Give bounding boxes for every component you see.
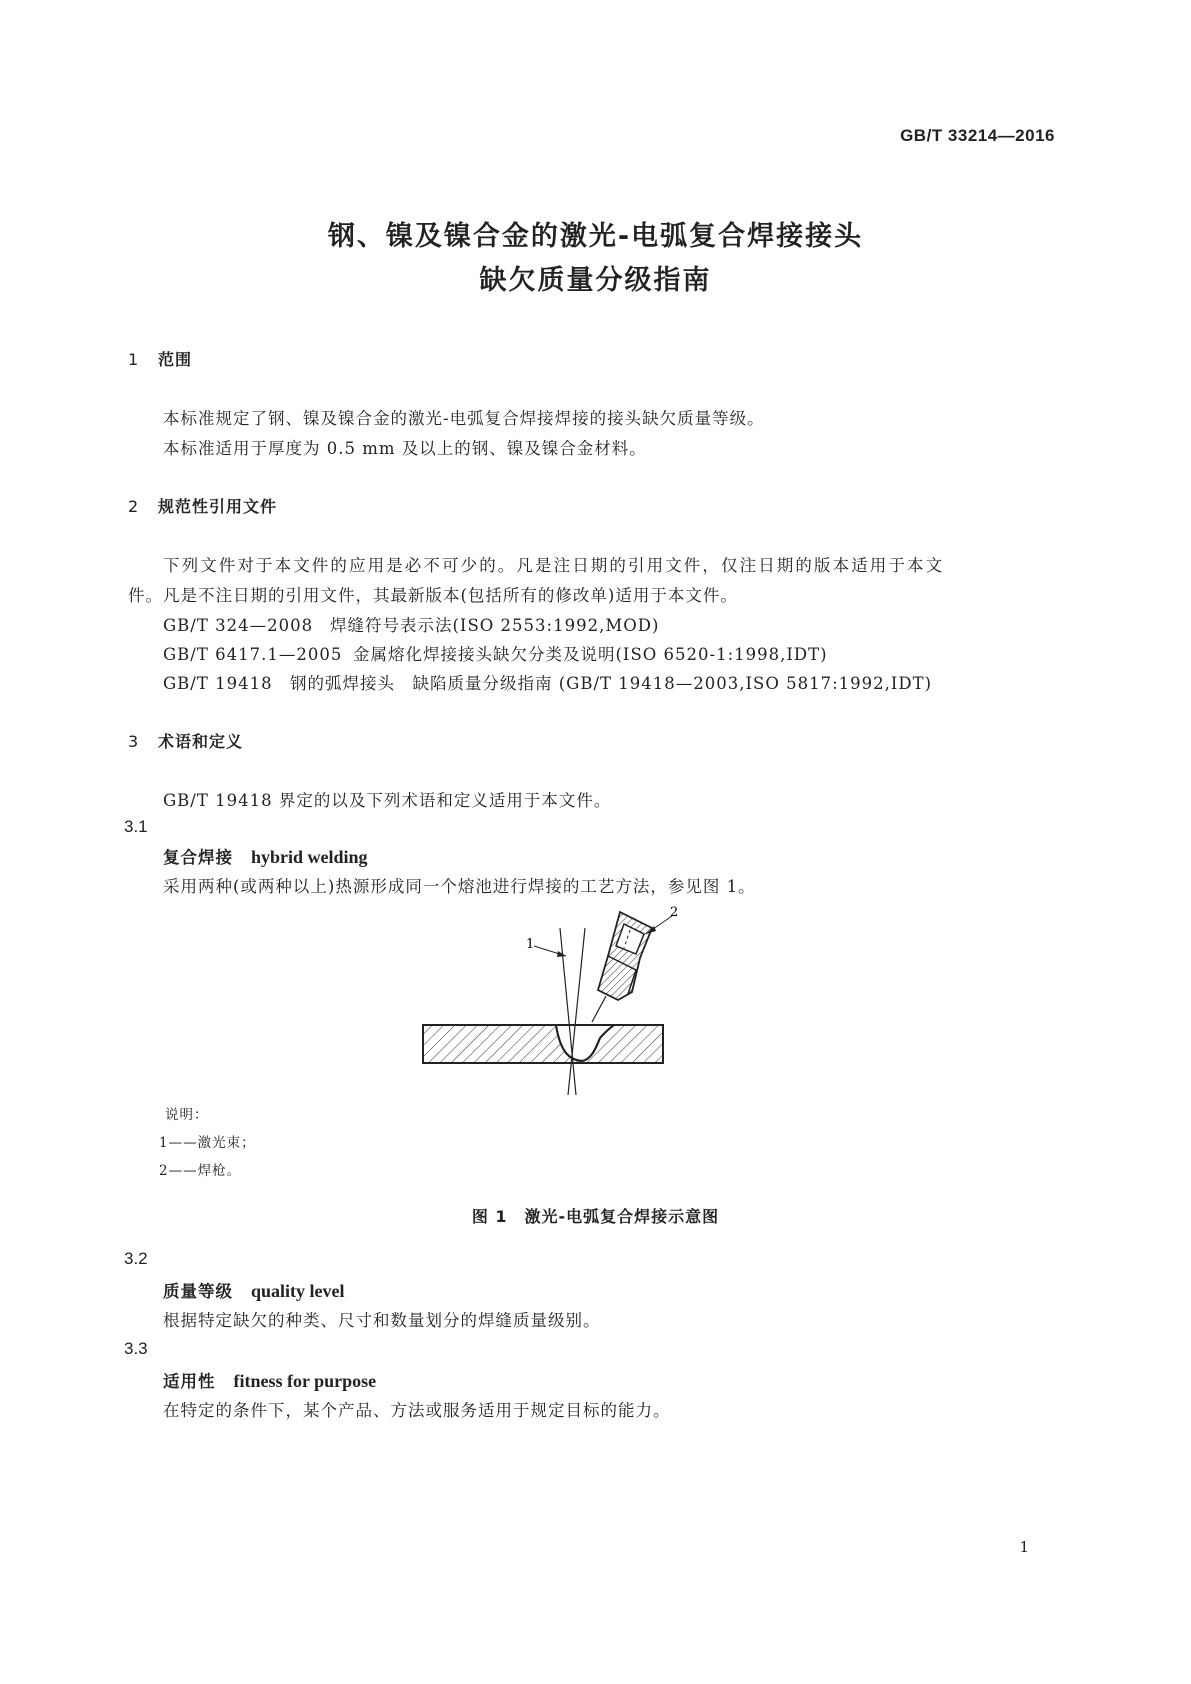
figure-legend-title: 说明： (165, 1107, 209, 1123)
term-number: 3.2 (124, 1249, 148, 1268)
term-chinese: 适用性 (163, 1372, 216, 1391)
reference-title: 金属熔化焊接接头缺欠分类及说明(ISO 6520-1:1998,IDT) (353, 645, 828, 664)
section-3-heading (128, 729, 243, 752)
laser-beam-icon (568, 928, 585, 1095)
section-1-heading (128, 347, 192, 370)
section-title: 术语和定义 (158, 732, 244, 751)
standard-code: GB/T 33214—2016 (900, 126, 1055, 145)
term-number: 3.3 (124, 1339, 148, 1358)
term-definition: 根据特定缺欠的种类、尺寸和数量划分的焊缝质量级别。 (163, 1311, 601, 1330)
reference-item (163, 612, 659, 636)
figure-label-2: 2 (670, 905, 679, 920)
section-number: 1 (128, 350, 140, 369)
figure-caption: 图 1 激光-电弧复合焊接示意图 (471, 1207, 720, 1226)
term-english: fitness for purpose (233, 1371, 377, 1391)
term-english: hybrid welding (251, 847, 368, 867)
section-2-intro: 下列文件对于本文件的应用是必不可少的。凡是注日期的引用文件，仅注日期的版本适用于本文 (163, 556, 945, 575)
section-2-heading (128, 494, 277, 517)
section-1-paragraph: 本标准适用于厚度为 0.5 mm 及以上的钢、镍及镍合金材料。 (163, 439, 647, 458)
welding-torch-icon (592, 912, 652, 1022)
section-title: 范围 (158, 350, 193, 369)
term-chinese: 质量等级 (163, 1282, 233, 1301)
reference-code: GB/T 324—2008 (163, 616, 314, 635)
section-3-intro: GB/T 19418 界定的以及下列术语和定义适用于本文件。 (163, 791, 612, 810)
reference-item (163, 641, 828, 665)
term-chinese: 复合焊接 (163, 848, 233, 867)
section-title: 规范性引用文件 (158, 497, 278, 516)
term-definition: 采用两种(或两种以上)热源形成同一个熔池进行焊接的工艺方法，参见图 1。 (163, 877, 756, 896)
section-2-intro: 件。凡是不注日期的引用文件，其最新版本(包括所有的修改单)适用于本文件。 (128, 586, 738, 605)
reference-code: GB/T 19418 (163, 674, 273, 693)
term-heading (163, 1368, 376, 1392)
term-number: 3.1 (124, 817, 148, 836)
section-1-paragraph: 本标准规定了钢、镍及镍合金的激光-电弧复合焊接焊接的接头缺欠质量等级。 (163, 409, 765, 428)
term-english: quality level (251, 1281, 345, 1301)
reference-code: GB/T 6417.1—2005 (163, 645, 343, 664)
reference-item (163, 670, 932, 694)
figure-1-diagram (410, 900, 680, 1100)
document-title-line2: 缺欠质量分级指南 (479, 265, 712, 296)
document-title-line1: 钢、镍及镍合金的激光-电弧复合焊接接头 (327, 221, 864, 252)
term-definition: 在特定的条件下，某个产品、方法或服务适用于规定目标的能力。 (163, 1401, 671, 1420)
reference-title: 钢的弧焊接头 缺陷质量分级指南 (GB/T 19418—2003,ISO 5817:1992,IDT) (290, 674, 933, 693)
term-heading (163, 844, 368, 868)
laser-beam-icon (560, 928, 576, 1095)
reference-title: 焊缝符号表示法(ISO 2553:1992,MOD) (330, 616, 660, 635)
section-number: 3 (128, 732, 140, 751)
term-heading (163, 1278, 345, 1302)
section-number: 2 (128, 497, 140, 516)
page-number: 1 (1019, 1538, 1029, 1556)
workpiece-plate-icon (423, 1025, 663, 1063)
figure-label-1: 1 (526, 937, 535, 952)
figure-legend-item: 2——焊枪。 (159, 1163, 242, 1179)
figure-legend-item: 1——激光束； (159, 1135, 256, 1151)
